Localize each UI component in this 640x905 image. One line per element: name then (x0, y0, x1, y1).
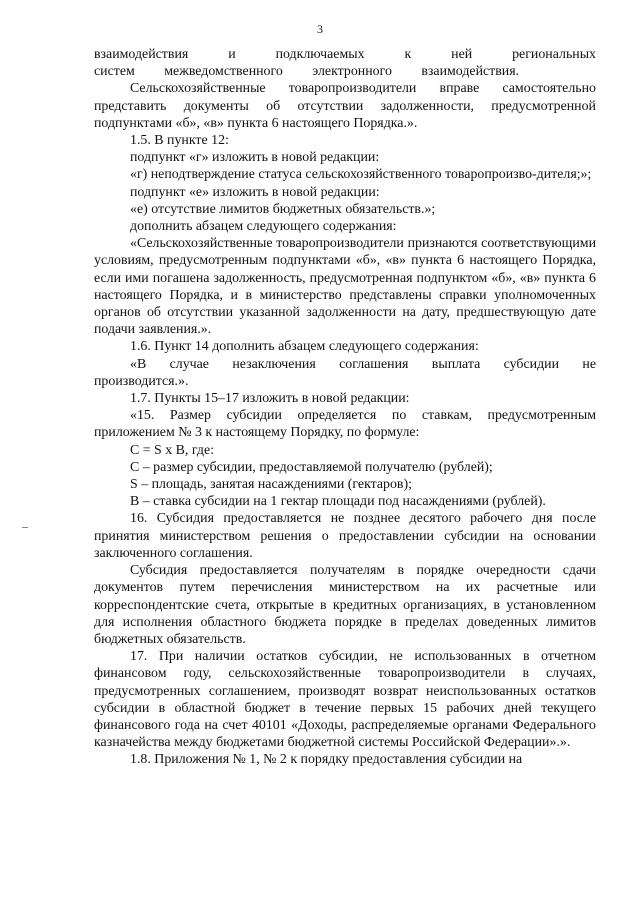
paragraph: 16. Субсидия предоставляется не позднее десятого рабочего дня после принятия министерством решения о предоставлении субсидии на основании заключенного соглашения. (94, 511, 596, 561)
paragraph: B – ставка субсидии на 1 гектар площади под насаждениями (рублей). (130, 494, 546, 510)
document-body (94, 46, 596, 769)
page-number: 3 (317, 22, 323, 36)
paragraph: 1.7. Пункты 15–17 изложить в новой редакции: (130, 391, 410, 407)
paragraph: подпункт «г» изложить в новой редакции: (130, 150, 380, 166)
paragraph: S – площадь, занятая насаждениями (гектаров); (130, 477, 412, 493)
paragraph: «В случае незаключения соглашения выплата субсидии не производится.». (94, 356, 596, 389)
paragraph: взаимодействия и подключаемых к ней региональных систем межведомственного электронного взаимодействия. (94, 47, 596, 80)
paragraph: 1.5. В пункте 12: (130, 133, 229, 149)
paragraph: «15. Размер субсидии определяется по ставкам, предусмотренным приложением № 3 к настоящему Порядку, по формуле: (94, 408, 596, 441)
paragraph: 1.8. Приложения № 1, № 2 к порядку предоставления субсидии на (130, 752, 523, 768)
paragraph: 17. При наличии остатков субсидии, не использованных в отчетном финансовом году, сельскохозяйственные товаропроизводители в случаях, предусмотренных соглашением, производят возврат неиспользованных остатков субсидии в областной бюджет в течение первых 15 рабочих дней текущего финансового года на счет 40101 «Доходы, распределяемые органами Федерального казначейства между бюджетами бюджетной системы Российской Федерации».». (94, 649, 596, 751)
paragraph: Субсидия предоставляется получателям в порядке очередности сдачи документов путем перечисления министерством на их расчетные или корреспондентские счета, открытые в кредитных организациях, в установленном для исполнения областного бюджета порядке в пределах доведенных лимитов бюджетных обязательств. (94, 563, 596, 647)
paragraph: «е) отсутствие лимитов бюджетных обязательств.»; (130, 201, 436, 217)
paragraph: C = S x B, где: (130, 442, 214, 458)
paragraph: Сельскохозяйственные товаропроизводители вправе самостоятельно представить документы об отсутствии задолженности, предусмотренной подпунктами «б», «в» пункта 6 настоящего Порядка.». (94, 81, 596, 131)
paragraph: «Сельскохозяйственные товаропроизводители признаются соответствующими условиям, предусмотренным подпунктами «б», «в» пункта 6 настоящего Порядка, если ими погашена задолженность, предусмотренная подпунктом «б», «в» пункта 6 настоящего Порядка, и в министерство представлены справки уполномоченных органов об отсутствии указанной задолженности на дату, предшествующую дате подачи заявления.». (94, 236, 596, 338)
paragraph: 1.6. Пункт 14 дополнить абзацем следующего содержания: (130, 339, 479, 355)
paragraph: дополнить абзацем следующего содержания: (130, 219, 397, 235)
paragraph: C – размер субсидии, предоставляемой получателю (рублей); (130, 459, 493, 475)
paragraph: подпункт «е» изложить в новой редакции: (130, 184, 380, 200)
margin-mark (22, 527, 28, 528)
paragraph: «г) неподтверждение статуса сельскохозяйственного товаропроизво-дителя;»; (130, 167, 592, 183)
